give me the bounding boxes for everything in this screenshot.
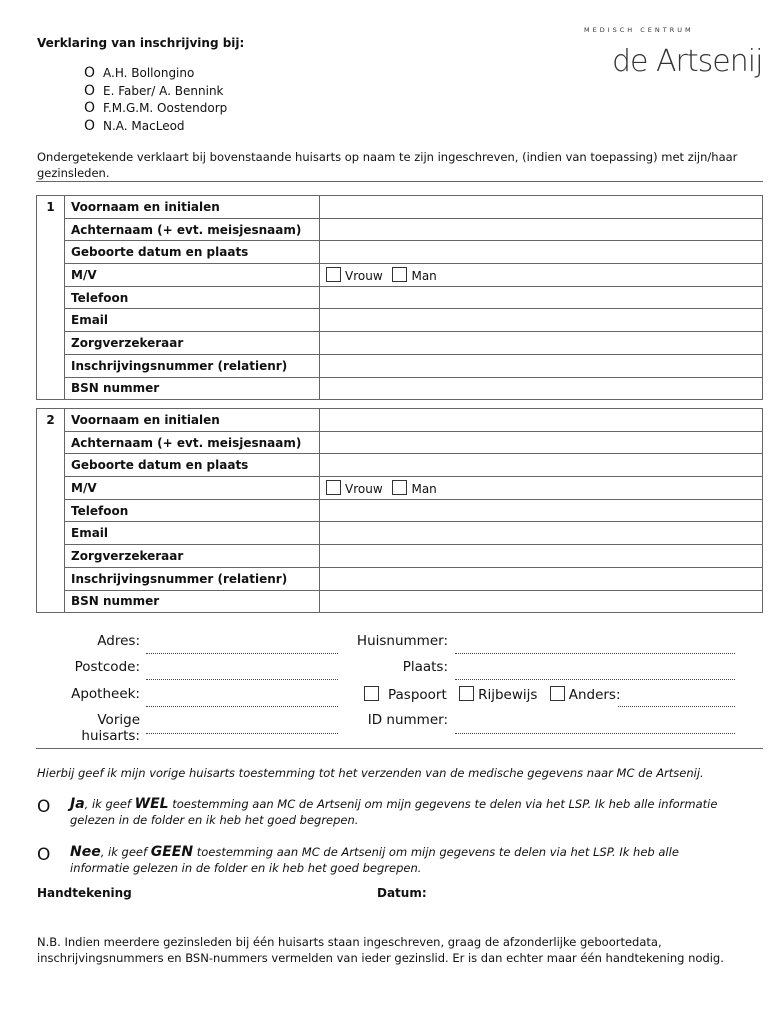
radio-circle-icon[interactable]: O: [84, 100, 96, 116]
consent-no-word: Nee: [70, 844, 101, 860]
divider: [36, 181, 763, 182]
field-label: Voornaam en initialen: [65, 196, 320, 219]
field-label: Email: [65, 522, 320, 545]
rijbewijs-label: Rijbewijs: [478, 687, 538, 703]
plaats-label: Plaats:: [402, 659, 448, 675]
id-type-options: [364, 686, 621, 703]
field-label: M/V: [65, 477, 320, 500]
insurer-field[interactable]: [320, 545, 763, 568]
radio-circle-icon[interactable]: O: [84, 117, 96, 134]
field-label: Achternaam (+ evt. meisjesnaam): [65, 218, 320, 241]
paspoort-checkbox[interactable]: [364, 686, 379, 701]
intro-text: [37, 150, 737, 181]
birth-field[interactable]: [320, 454, 763, 477]
field-label: BSN nummer: [65, 377, 320, 400]
paspoort-label: Paspoort: [388, 687, 447, 703]
doctor-name: N.A. MacLeod: [103, 118, 185, 133]
field-label: Zorgverzekeraar: [65, 545, 320, 568]
member-table-2: [36, 408, 763, 613]
id-nummer-label: ID nummer:: [367, 712, 448, 728]
postcode-label: Postcode:: [74, 659, 140, 675]
anders-label: Anders:: [568, 687, 621, 703]
bsn-field[interactable]: [320, 377, 763, 400]
consent-text-part: gelezen in de folder en ik heb het goed begrepen.: [70, 812, 359, 827]
doctor-option[interactable]: [84, 118, 227, 136]
consent-text-part: informatie gelezen in de folder en ik heb het goed begrepen.: [70, 860, 422, 875]
male-label: Man: [411, 268, 437, 283]
bsn-field[interactable]: [320, 590, 763, 613]
consent-yes-radio[interactable]: O: [37, 797, 51, 817]
member-number: 1: [37, 196, 65, 400]
field-label: Zorgverzekeraar: [65, 332, 320, 355]
female-checkbox[interactable]: [326, 480, 341, 495]
doctor-name: A.H. Bollongino: [103, 66, 195, 80]
consent-yes-emphasis: WEL: [134, 796, 169, 812]
consent-text-part: , ik geef: [100, 845, 151, 859]
member-number: 2: [37, 409, 65, 613]
male-checkbox[interactable]: [392, 267, 407, 282]
field-label: Telefoon: [65, 499, 320, 522]
email-field[interactable]: [320, 309, 763, 332]
doctor-option[interactable]: [84, 83, 227, 101]
reg-number-field[interactable]: [320, 567, 763, 590]
field-label: M/V: [65, 264, 320, 287]
field-label: Voornaam en initialen: [65, 409, 320, 432]
huisnummer-input[interactable]: [455, 653, 735, 654]
consent-text-part: toestemming aan MC de Artsenij om mijn gegevens te delen via het LSP. Ik heb alle informatie: [168, 797, 718, 811]
declaration-title: Verklaring van inschrijving bij:: [37, 36, 245, 50]
doctor-option[interactable]: [84, 100, 227, 118]
doctor-list: [84, 65, 227, 135]
female-label: Vrouw: [345, 268, 383, 283]
female-checkbox[interactable]: [326, 267, 341, 282]
postcode-input[interactable]: [146, 679, 338, 680]
note-text: [37, 935, 724, 966]
radio-circle-icon[interactable]: O: [84, 82, 96, 99]
field-label: Inschrijvingsnummer (relatienr): [65, 354, 320, 377]
female-label: Vrouw: [345, 481, 383, 496]
field-label: Achternaam (+ evt. meisjesnaam): [65, 431, 320, 454]
id-nummer-input[interactable]: [455, 733, 735, 734]
date-label: Datum:: [377, 886, 427, 900]
consent-yes-text: [70, 797, 760, 828]
consent-text-part: toestemming aan MC de Artsenij om mijn gegevens te delen via het LSP. Ik heb alle: [193, 845, 679, 859]
reg-number-field[interactable]: [320, 354, 763, 377]
last-name-field[interactable]: [320, 218, 763, 241]
field-label: BSN nummer: [65, 590, 320, 613]
consent-no-radio[interactable]: O: [37, 845, 51, 865]
first-name-field[interactable]: [320, 409, 763, 432]
male-checkbox[interactable]: [392, 480, 407, 495]
note-line: N.B. Indien meerdere gezinsleden bij één huisarts staan ingeschreven, graag de afzonderlijke geboortedata,: [37, 935, 662, 949]
insurer-field[interactable]: [320, 332, 763, 355]
consent-no-emphasis: GEEN: [150, 844, 194, 860]
last-name-field[interactable]: [320, 431, 763, 454]
anders-checkbox[interactable]: [550, 686, 565, 701]
member-table-1: [36, 195, 763, 400]
anders-input[interactable]: [618, 706, 735, 707]
vorige-huisarts-input[interactable]: [146, 733, 338, 734]
consent-yes-word: Ja: [70, 796, 85, 812]
intro-line: Ondergetekende verklaart bij bovenstaande huisarts op naam te zijn ingeschreven, (indien van toepassing) met zijn/haar: [37, 150, 738, 164]
doctor-name: E. Faber/ A. Bennink: [103, 83, 224, 98]
phone-field[interactable]: [320, 286, 763, 309]
plaats-input[interactable]: [455, 679, 735, 680]
adres-label: Adres:: [97, 633, 140, 649]
consent-text-part: , ik geef: [84, 797, 135, 811]
gender-field: [320, 264, 763, 287]
huisnummer-label: Huisnummer:: [356, 633, 448, 649]
field-label: Email: [65, 309, 320, 332]
apotheek-input[interactable]: [146, 706, 338, 707]
doctor-name: F.M.G.M. Oostendorp: [103, 101, 228, 115]
logo: de Artsenij: [612, 44, 763, 79]
permission-text: Hierbij geef ik mijn vorige huisarts toestemming tot het verzenden van de medische gegevens naar MC de Artsenij.: [37, 766, 704, 780]
vorige-huisarts-label: Vorige huisarts:: [81, 712, 140, 744]
gender-field: [320, 477, 763, 500]
field-label: Geboorte datum en plaats: [65, 241, 320, 264]
doctor-option[interactable]: [84, 65, 227, 83]
field-label: Telefoon: [65, 286, 320, 309]
apotheek-label: Apotheek:: [71, 686, 140, 702]
intro-line: gezinsleden.: [37, 165, 110, 180]
note-line: inschrijvingsnummers en BSN-nummers vermelden van ieder gezinslid. Er is dan echter maar één handtekening nodig.: [37, 950, 724, 965]
email-field[interactable]: [320, 522, 763, 545]
divider: [36, 748, 763, 749]
phone-field[interactable]: [320, 499, 763, 522]
birth-field[interactable]: [320, 241, 763, 264]
radio-circle-icon[interactable]: O: [84, 65, 96, 81]
logo-subtitle: MEDISCH CENTRUM: [584, 26, 694, 34]
consent-no-text: [70, 845, 760, 876]
adres-input[interactable]: [146, 653, 338, 654]
field-label: Geboorte datum en plaats: [65, 454, 320, 477]
male-label: Man: [411, 481, 437, 496]
rijbewijs-checkbox[interactable]: [459, 686, 474, 701]
field-label: Inschrijvingsnummer (relatienr): [65, 567, 320, 590]
signature-label: Handtekening: [37, 886, 132, 900]
first-name-field[interactable]: [320, 196, 763, 219]
